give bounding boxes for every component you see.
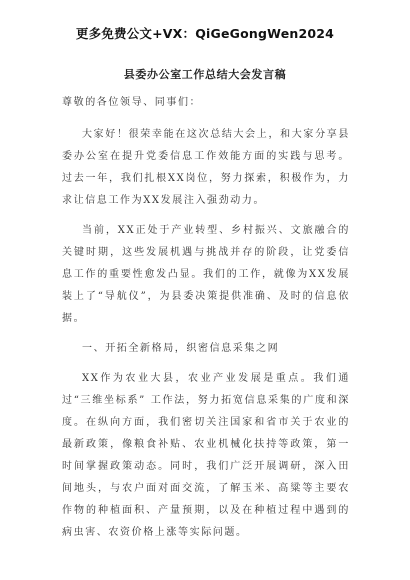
document-body (62, 92, 350, 552)
section-paragraph: XX作为农业大县，农业产业发展是重点。我们通过“三维坐标系” 工作法，努力拓宽信息采集的广度和深度。在纵向方面，我们密切关注国家和省市关于农业的最新政策，像粮食补贴、农业机械化扶持等政策，第一时间掌握政策动态。同时，我们广泛开展调研，深入田间地头，与农户面对面交流，了解玉米、高粱等主要农作物的种植面积、产量预期，以及在种植过程中遇到的病虫害、农资价格上涨等实际问题。 (62, 373, 350, 538)
promo-header-banner: 更多免费公文+VX：QiGeGongWen2024 (75, 26, 335, 41)
document-title: 县委办公室工作总结大会发言稿 (123, 68, 287, 81)
body-paragraph: 当前，XX正处于产业转型、乡村振兴、文旅融合的关键时期，这些发展机遇与挑战并存的阶段，让党委信息工作的重要性愈发凸显。我们的工作，就像为XX发展装上了“导航仪”，为县委决策提供准确、及时的信息依据。 (62, 225, 350, 324)
salutation: 尊敬的各位领导、同事们： (62, 97, 202, 108)
body-paragraph: 大家好！很荣幸能在这次总结大会上，和大家分享县委办公室在提升党委信息工作效能方面的实践与思考。过去一年，我们扎根XX岗位，努力探索，积极作为，力求让信息工作为XX发展注入强劲动力。 (62, 129, 350, 206)
section-heading: 一、开拓全新格局，织密信息采集之网 (82, 343, 280, 354)
